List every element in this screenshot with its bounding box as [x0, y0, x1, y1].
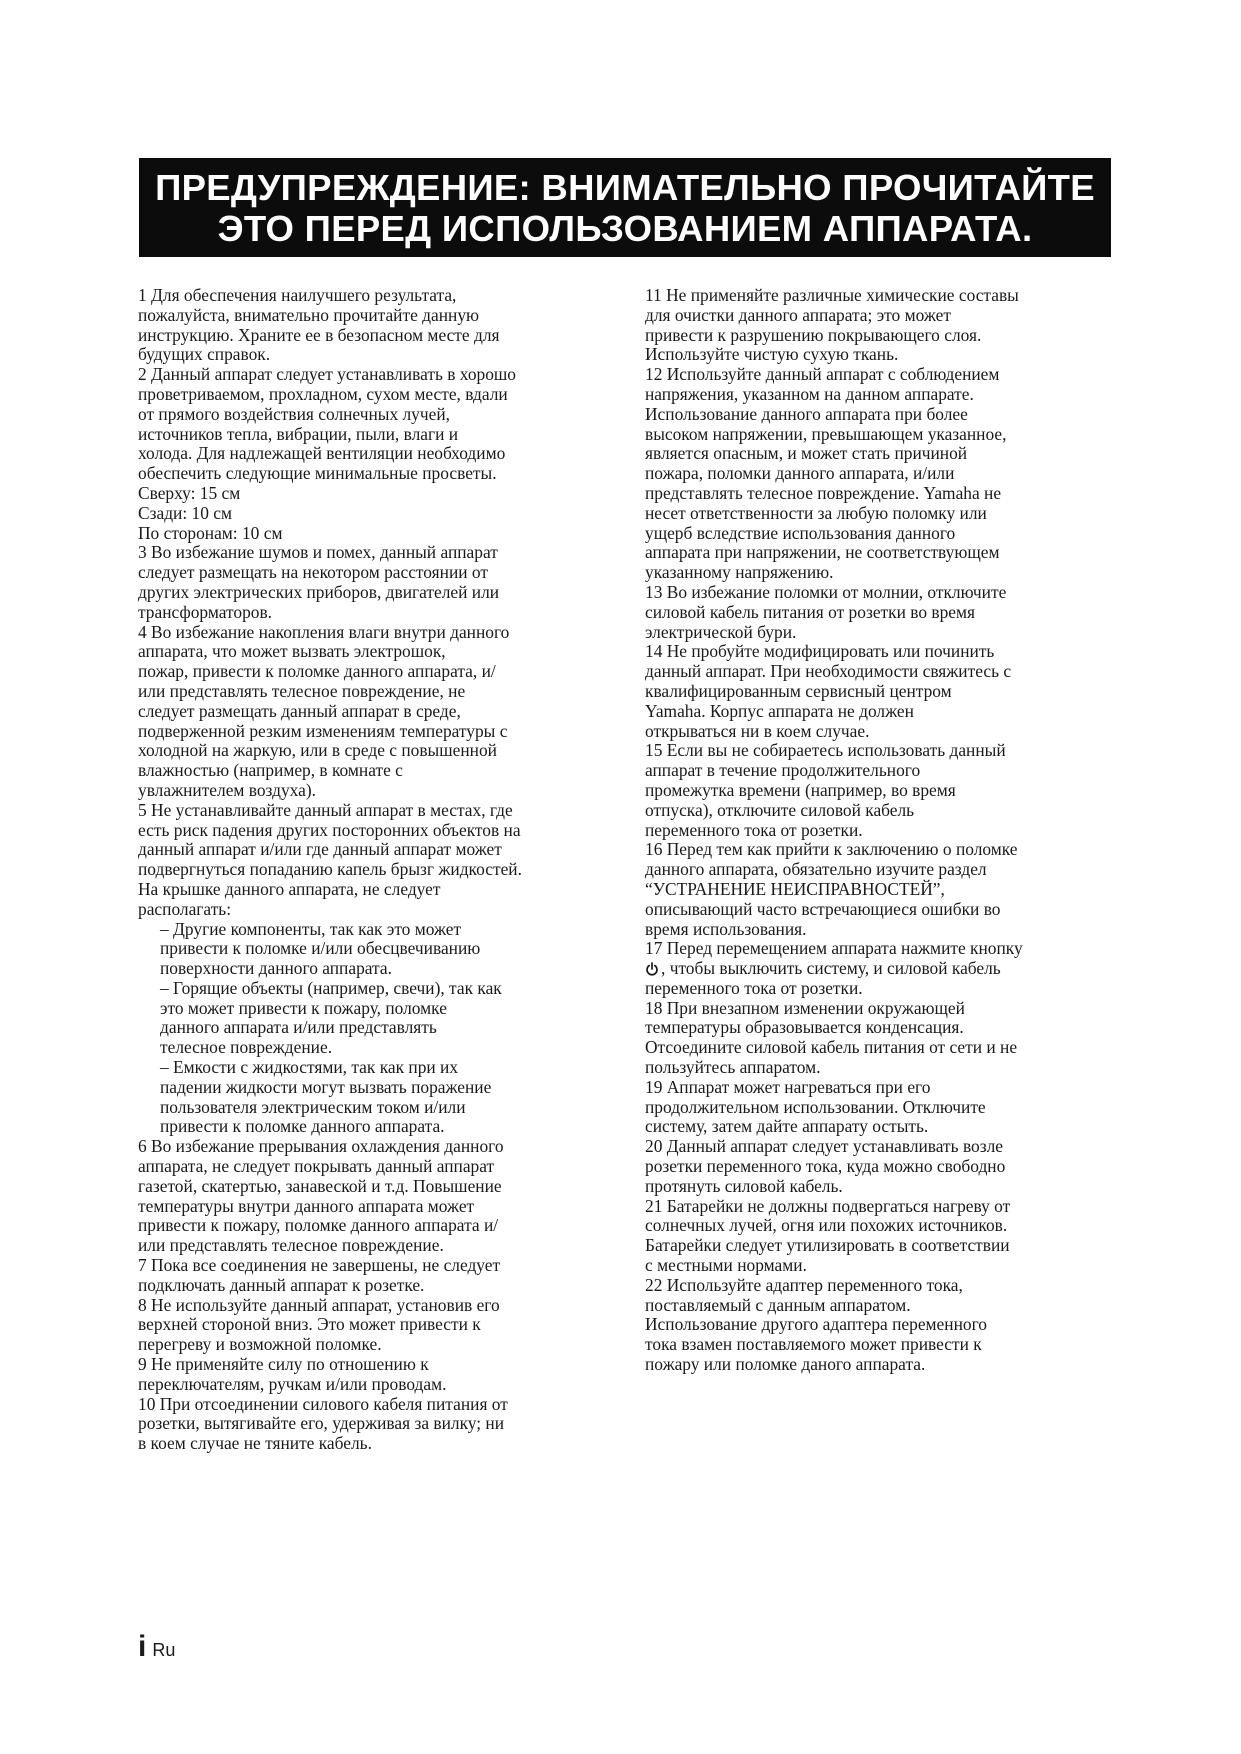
- text-line: По сторонам: 10 см: [138, 522, 283, 543]
- page-number: i: [138, 1630, 147, 1663]
- text-line: Сзади: 10 см: [138, 502, 232, 523]
- warning-item-2: [138, 365, 618, 543]
- title-line-1: ПРЕДУПРЕЖДЕНИЕ: ВНИМАТЕЛЬНО ПРОЧИТАЙТЕ: [155, 166, 1095, 208]
- text-line: аппарата, не следует покрывать данный аппарат: [138, 1156, 495, 1177]
- item-17-line-2: [661, 958, 1115, 979]
- text-line: На крышке данного аппарата, не следует: [138, 878, 441, 899]
- right-column: [645, 286, 1115, 1375]
- text-line: подключать данный аппарат к розетке.: [138, 1274, 425, 1295]
- warning-item-20: [645, 1137, 1115, 1196]
- text-line: промежутка времени (например, во время: [645, 779, 956, 800]
- text-line: квалифицированным сервисный центром: [645, 680, 952, 701]
- text-line: подверженной резким изменениям температуры с: [138, 720, 508, 741]
- text-line: 7 Пока все соединения не завершены, не следует: [138, 1255, 501, 1276]
- text-line: температуры внутри данного аппарата может: [138, 1195, 475, 1216]
- text-line: холода. Для надлежащей вентиляции необходимо: [138, 443, 506, 464]
- text-line: время использования.: [645, 918, 807, 939]
- text-line: 16 Перед тем как прийти к заключению о поломке: [645, 839, 1018, 860]
- text-line: 18 При внезапном изменении окружающей: [645, 997, 965, 1018]
- text-line: это может привести к пожару, поломке: [160, 997, 447, 1018]
- language-label: Ru: [152, 1640, 176, 1660]
- text-line: 9 Не применяйте силу по отношению к: [138, 1354, 429, 1375]
- text-line: тока взамен поставляемого может привести к: [645, 1334, 982, 1355]
- text-line: 2 Данный аппарат следует устанавливать в хорошо: [138, 364, 517, 385]
- text-line: аппарата, что может вызвать электрошок,: [138, 641, 446, 662]
- text-line: для очистки данного аппарата; это может: [645, 304, 951, 325]
- text-line: или представлять телесное повреждение, не: [138, 680, 466, 701]
- warning-item-5-sub-a: [138, 920, 618, 979]
- text-line: розетки, вытягивайте его, удерживая за вилку; ни: [138, 1413, 505, 1434]
- text-line: – Емкости с жидкостями, так как при их: [160, 1057, 459, 1078]
- text-line: указанному напряжению.: [645, 562, 834, 583]
- text-line: протянуть силовой кабель.: [645, 1175, 843, 1196]
- item-17-line-1: 17 Перед перемещением аппарата нажмите кнопку: [645, 938, 1023, 959]
- text-line: привести к разрушению покрывающего слоя.: [645, 324, 982, 345]
- text-line: Батарейки следует утилизировать в соответствии: [645, 1235, 1010, 1256]
- text-line: привести к поломке и/или обесцвечиванию: [160, 938, 481, 959]
- text-line: пожалуйста, внимательно прочитайте данную: [138, 304, 480, 325]
- text-line: трансформаторов.: [138, 601, 273, 622]
- power-icon: [645, 962, 659, 976]
- text-line: Использование другого адаптера переменного: [645, 1314, 987, 1335]
- text-line: электрической бури.: [645, 621, 797, 642]
- text-line: температуры образовывается конденсация.: [645, 1017, 964, 1038]
- text-line: пожара, поломки данного аппарата, и/или: [645, 463, 955, 484]
- text-line: телесное повреждение.: [160, 1037, 333, 1058]
- text-line: переключателям, ручкам и/или проводам.: [138, 1373, 447, 1394]
- warning-item-12: [645, 365, 1115, 583]
- text-line: 15 Если вы не собираетесь использовать данный: [645, 740, 1006, 761]
- text-line: “УСТРАНЕНИЕ НЕИСПРАВНОСТЕЙ”,: [645, 878, 945, 899]
- text-line: 10 При отсоединении силового кабеля питания от: [138, 1393, 508, 1414]
- text-line: 1 Для обеспечения наилучшего результата,: [138, 285, 457, 305]
- text-line: 8 Не используйте данный аппарат, установив его: [138, 1294, 500, 1315]
- warning-item-18: [645, 999, 1115, 1078]
- text-line: напряжения, указанном на данном аппарате.: [645, 383, 974, 404]
- text-line: отпуска), отключите силовой кабель: [645, 799, 915, 820]
- text-line: описывающий часто встречающиеся ошибки во: [645, 898, 1001, 919]
- text-line: несет ответственности за любую поломку или: [645, 502, 987, 523]
- text-line: – Другие компоненты, так как это может: [160, 918, 462, 939]
- warning-item-22: [645, 1276, 1115, 1375]
- warning-item-19: [645, 1078, 1115, 1137]
- text-line: пользователя электрическим током и/или: [160, 1096, 466, 1117]
- text-line: 20 Данный аппарат следует устанавливать возле: [645, 1136, 1003, 1157]
- text-line: 22 Используйте адаптер переменного тока,: [645, 1274, 963, 1295]
- warning-item-3: [138, 543, 618, 622]
- text-line: будущих справок.: [138, 344, 271, 365]
- page-footer: [138, 1630, 175, 1664]
- text-line: следует размещать на некотором расстоянии от: [138, 562, 488, 583]
- warning-item-16: [645, 840, 1115, 939]
- warning-item-1: [138, 286, 618, 365]
- text-line: есть риск падения других посторонних объектов на: [138, 819, 521, 840]
- text-line: 21 Батарейки не должны подвергаться нагреву от: [645, 1195, 1011, 1216]
- warning-item-7: [138, 1256, 618, 1296]
- text-line: влажностью (например, в комнате с: [138, 760, 403, 781]
- text-line: верхней стороной вниз. Это может привести к: [138, 1314, 481, 1335]
- text-line: 5 Не устанавливайте данный аппарат в местах, где: [138, 799, 513, 820]
- text-line: солнечных лучей, огня или похожих источников.: [645, 1215, 1008, 1236]
- text-line: Используйте чистую сухую ткань.: [645, 344, 899, 365]
- text-line: других электрических приборов, двигателей или: [138, 581, 500, 602]
- text-line: открываться ни в коем случае.: [645, 720, 870, 741]
- text-line: силовой кабель питания от розетки во время: [645, 601, 976, 622]
- text-line: Использование данного аппарата при более: [645, 403, 968, 424]
- text-line: 13 Во избежание поломки от молнии, отключите: [645, 581, 1007, 602]
- text-line: проветриваемом, прохладном, сухом месте, вдали: [138, 383, 508, 404]
- text-line: пожар, привести к поломке данного аппарата, и/: [138, 661, 496, 682]
- text-line: данного аппарата и/или представлять: [160, 1017, 437, 1038]
- text-line: данный аппарат и/или где данный аппарат может: [138, 839, 502, 860]
- text-line: 4 Во избежание накопления влаги внутри данного: [138, 621, 510, 642]
- title-line-2: ЭТО ПЕРЕД ИСПОЛЬЗОВАНИЕМ АППАРАТА.: [217, 207, 1033, 249]
- item-17-line-2-text: , чтобы выключить систему, и силовой кабель: [661, 958, 1001, 979]
- text-line: высоком напряжении, превышающем указанное,: [645, 423, 1007, 444]
- text-line: представлять телесное повреждение. Yamaha не: [645, 482, 1002, 503]
- warning-item-8: [138, 1296, 618, 1355]
- text-line: обеспечить следующие минимальные просветы.: [138, 463, 497, 484]
- text-line: 14 Не пробуйте модифицировать или починить: [645, 641, 995, 662]
- warning-item-13: [645, 583, 1115, 642]
- text-line: поставляемый с данным аппаратом.: [645, 1294, 911, 1315]
- text-line: продолжительном использовании. Отключите: [645, 1096, 986, 1117]
- text-line: 6 Во избежание прерывания охлаждения данного: [138, 1136, 504, 1157]
- text-line: данного аппарата, обязательно изучите раздел: [645, 859, 987, 880]
- text-line: аппарата при напряжении, не соответствующем: [645, 542, 1000, 563]
- text-line: розетки переменного тока, куда можно свободно: [645, 1156, 1006, 1177]
- text-line: Yamaha. Корпус аппарата не должен: [645, 700, 914, 721]
- warning-item-14: [645, 642, 1115, 741]
- text-line: 11 Не применяйте различные химические составы: [645, 285, 1019, 305]
- text-line: Сверху: 15 см: [138, 482, 241, 503]
- warning-item-11: [645, 286, 1115, 365]
- text-line: 3 Во избежание шумов и помех, данный аппарат: [138, 542, 498, 563]
- warning-item-17: [645, 939, 1115, 998]
- warning-item-4: [138, 623, 618, 801]
- text-line: является опасным, и может стать причиной: [645, 443, 968, 464]
- warning-item-5: [138, 801, 618, 920]
- text-line: привести к поломке данного аппарата.: [160, 1116, 445, 1137]
- text-line: аппарат в течение продолжительного: [645, 760, 921, 781]
- text-line: систему, затем дайте аппарату остыть.: [645, 1116, 929, 1137]
- warning-item-10: [138, 1395, 618, 1454]
- text-line: 19 Аппарат может нагреваться при его: [645, 1076, 931, 1097]
- text-line: с местными нормами.: [645, 1255, 807, 1276]
- text-line: перегреву и возможной поломке.: [138, 1334, 382, 1355]
- text-line: данный аппарат. При необходимости свяжитесь с: [645, 661, 1012, 682]
- text-line: – Горящие объекты (например, свечи), так как: [160, 977, 502, 998]
- warning-item-15: [645, 741, 1115, 840]
- text-line: ущерб вследствие использования данного: [645, 522, 956, 543]
- text-line: от прямого воздействия солнечных лучей,: [138, 403, 450, 424]
- left-column: [138, 286, 618, 1454]
- text-line: в коем случае не тяните кабель.: [138, 1433, 372, 1454]
- text-line: пользуйтесь аппаратом.: [645, 1057, 821, 1078]
- text-line: увлажнителем воздуха).: [138, 779, 316, 800]
- warning-item-9: [138, 1355, 618, 1395]
- text-line: падении жидкости могут вызвать поражение: [160, 1076, 492, 1097]
- text-line: 12 Используйте данный аппарат с соблюдением: [645, 364, 1000, 385]
- text-line: следует размещать данный аппарат в среде,: [138, 700, 461, 721]
- item-17-line-3: переменного тока от розетки.: [645, 977, 863, 998]
- warning-item-21: [645, 1197, 1115, 1276]
- text-line: подвергнуться попаданию капель брызг жидкостей.: [138, 859, 522, 880]
- text-line: располагать:: [138, 898, 232, 919]
- text-line: инструкцию. Храните ее в безопасном месте для: [138, 324, 500, 345]
- text-line: пожару или поломке даного аппарата.: [645, 1354, 926, 1375]
- text-line: привести к пожару, поломке данного аппарата и/: [138, 1215, 499, 1236]
- text-line: холодной на жаркую, или в среде с повышенной: [138, 740, 497, 761]
- text-line: или представлять телесное повреждение.: [138, 1235, 444, 1256]
- warning-item-5-sub-c: [138, 1058, 618, 1137]
- warning-item-6: [138, 1137, 618, 1256]
- warning-item-5-sub-b: [138, 979, 618, 1058]
- text-line: переменного тока от розетки.: [645, 819, 863, 840]
- text-line: поверхности данного аппарата.: [160, 958, 392, 979]
- text-line: газетой, скатертью, занавеской и т.д. Повышение: [138, 1175, 502, 1196]
- text-line: Отсоедините силовой кабель питания от сети и не: [645, 1037, 1018, 1058]
- text-line: источников тепла, вибрации, пыли, влаги и: [138, 423, 459, 444]
- warning-title-banner: [139, 158, 1111, 257]
